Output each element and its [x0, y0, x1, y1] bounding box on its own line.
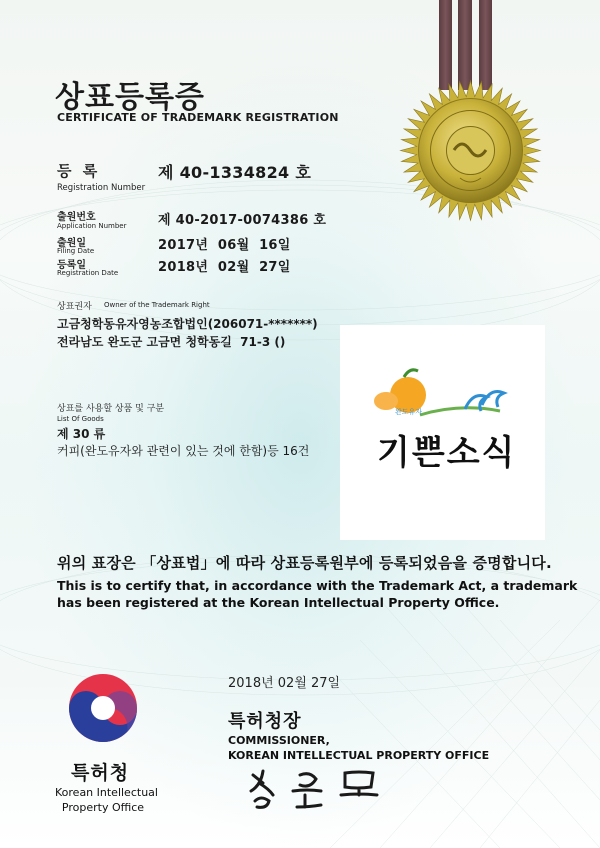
commissioner-title-en-line1: COMMISSIONER,	[228, 734, 330, 747]
filing-date-label: 출원일	[57, 238, 86, 249]
commissioner-title-en-line2: KOREAN INTELLECTUAL PROPERTY OFFICE	[228, 749, 490, 762]
application-label-en: Application Number	[57, 222, 127, 230]
registration-date: 2018년 02월 27일	[158, 260, 291, 275]
gold-seal-icon	[398, 78, 543, 223]
document-title: 상표등록증	[55, 80, 205, 115]
trademark-small-text: 완도유자	[395, 408, 423, 416]
goods-items: 커피(완도유자와 관련이 있는 것에 한함)등 16건	[57, 444, 310, 458]
goods-class: 제 30 류	[57, 427, 106, 441]
goods-label-en: List Of Goods	[57, 415, 104, 423]
trademark-fruit-icon	[360, 365, 520, 430]
certification-statement-en-line1: This is to certify that, in accordance with the Trademark Act, a trademark	[57, 578, 578, 593]
registration-date-label: 등록일	[57, 260, 86, 271]
registration-label: 등 록	[57, 162, 101, 180]
issue-date: 2018년 02월 27일	[228, 676, 341, 691]
office-name: 특허청	[71, 762, 130, 784]
registration-date-label-en: Registration Date	[57, 269, 119, 277]
owner-name: 고금청학동유자영농조합법인(206071-*******)	[57, 317, 318, 331]
certification-statement-en-line2: has been registered at the Korean Intellectual Property Office.	[57, 595, 500, 610]
goods-label: 상표를 사용할 상품 및 구분	[57, 404, 165, 414]
trademark-wordmark: 기쁜소식	[377, 433, 517, 473]
registration-label-en: Registration Number	[57, 183, 146, 193]
application-number: 제 40-2017-0074386 호	[158, 213, 327, 228]
registration-number: 제 40-1334824 호	[158, 163, 312, 182]
ribbon	[439, 0, 452, 90]
office-name-en-line2: Property Office	[61, 801, 145, 814]
office-name-en-line1: Korean Intellectual	[55, 786, 158, 799]
document-title-en: CERTIFICATE OF TRADEMARK REGISTRATION	[57, 111, 339, 124]
filing-date-label-en: Filing Date	[57, 247, 95, 255]
owner-label-en: Owner of the Trademark Right	[104, 301, 210, 309]
kipo-logo-icon	[67, 672, 139, 744]
certification-statement: 위의 표장은 「상표법」에 따라 상표등록원부에 등록되었음을 증명합니다.	[57, 554, 552, 572]
owner-address: 전라남도 완도군 고금면 청학동길 71-3 ()	[57, 335, 286, 349]
ribbon	[458, 0, 472, 90]
owner-label: 상표권자	[57, 302, 92, 312]
commissioner-signature	[245, 765, 390, 815]
commissioner-title: 특허청장	[228, 711, 302, 732]
filing-date: 2017년 06월 16일	[158, 238, 291, 253]
ribbon	[479, 0, 492, 90]
application-label: 출원번호	[57, 212, 96, 223]
